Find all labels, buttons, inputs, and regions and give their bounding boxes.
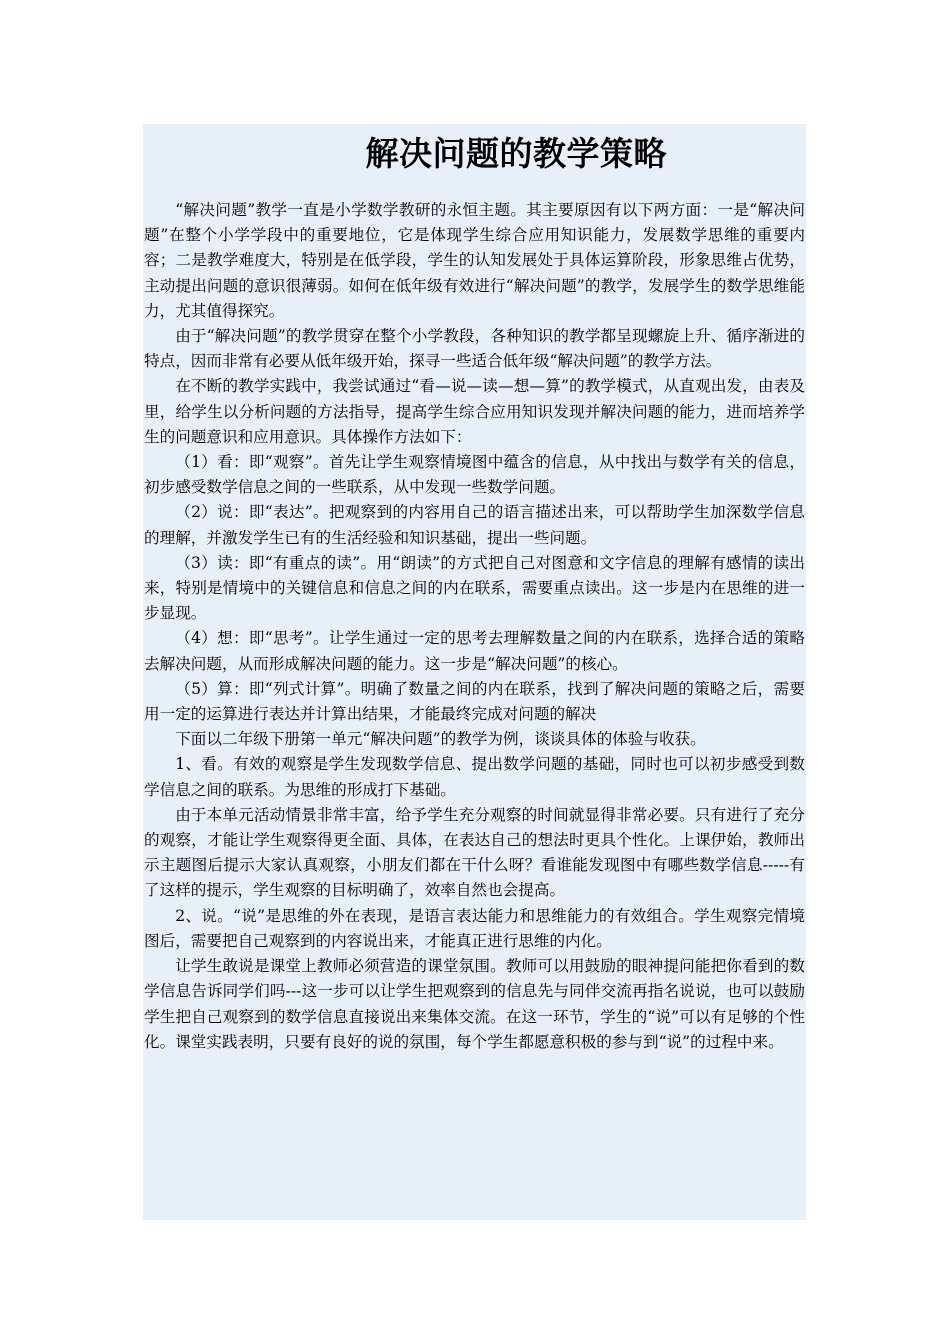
paragraph: （1）看：即“观察”。首先让学生观察情境图中蕴含的信息，从中找出与数学有关的信息，初步感受数学信息之间的一些联系，从中发现一些数学问题。 (144, 453, 805, 497)
paragraph: 让学生敢说是课堂上教师必须营造的课堂氛围。教师可以用鼓励的眼神提问能把你看到的数学信息告诉同学们吗---这一步可以让学生把观察到的信息先与同伴交流再指名说说，也可以鼓励学生把自己观察到的数学信息直接说出来集体交流。在这一环节，学生的“说”可以有足够的个性化。课堂实践表明，只要有良好的说的氛围，每个学生都愿意积极的参与到“说”的过程中来。 (144, 957, 805, 1051)
paragraph: 由于本单元活动情景非常丰富，给予学生充分观察的时间就显得非常必要。只有进行了充分的观察，才能让学生观察得更全面、具体，在表达自己的想法时更具个性化。上课伊始，教师出示主题图后提示大家认真观察，小朋友们都在干什么呀？看谁能发现图中有哪些数学信息-----有了这样的提示，学生观察的目标明确了，效率自然也会提高。 (144, 805, 805, 900)
article-block (143, 124, 806, 1220)
paragraph: 由于“解决问题”的教学贯穿在整个小学教段，各种知识的教学都呈现螺旋上升、循序渐进的特点，因而非常有必要从低年级开始，探寻一些适合低年级“解决问题”的教学方法。 (144, 327, 805, 371)
document-title: 解决问题的教学策略 (365, 134, 667, 173)
paragraph: （3）读：即“有重点的读”。用“朗读”的方式把自己对图意和文字信息的理解有感情的读出来，特别是情境中的关键信息和信息之间的内在联系，需要重点读出。这一步是内在思维的进一步显现。 (144, 553, 805, 623)
article-body (144, 198, 805, 1055)
paragraph: 下面以二年级下册第一单元“解决问题”的教学为例，谈谈具体的体验与收获。 (175, 730, 706, 749)
paragraph: （2）说：即“表达”。把观察到的内容用自己的语言描述出来，可以帮助学生加深数学信息的理解，并激发学生已有的生活经验和知识基础，提出一些问题。 (144, 503, 805, 547)
paragraph: （5）算：即“列式计算”。明确了数量之间的内在联系，找到了解决问题的策略之后，需要用一定的运算进行表达并计算出结果，才能最终完成对问题的解决 (144, 679, 805, 724)
paragraph: 在不断的教学实践中，我尝试通过“看—说—读—想—算”的教学模式，从直观出发，由表及里，给学生以分析问题的方法指导，提高学生综合应用知识发现并解决问题的能力，进而培养学生的问题意识和应用意识。具体操作方法如下： (144, 377, 805, 446)
paragraph: （4）想：即“思考”。让学生通过一定的思考去理解数量之间的内在联系，选择合适的策略去解决问题，从而形成解决问题的能力。这一步是“解决问题”的核心。 (144, 629, 805, 673)
paragraph: 2、说。“说”是思维的外在表现，是语言表达能力和思维能力的有效组合。学生观察完情境图后，需要把自己观察到的内容说出来，才能真正进行思维的内化。 (144, 906, 805, 950)
paragraph: “解决问题”教学一直是小学数学教研的永恒主题。其主要原因有以下两方面：一是“解决问题”在整个小学学段中的重要地位，它是体现学生综合应用知识能力，发展数学思维的重要内容；二是教学难度大，特别是在低学段，学生的认知发展处于具体运算阶段，形象思维占优势，主动提出问题的意识很薄弱。如何在低年级有效进行“解决问题”的教学，发展学生的数学思维能力，尤其值得探究。 (144, 201, 805, 320)
paragraph: 1、看。有效的观察是学生发现数学信息、提出数学问题的基础，同时也可以初步感受到数学信息之间的联系。为思维的形成打下基础。 (144, 755, 805, 799)
